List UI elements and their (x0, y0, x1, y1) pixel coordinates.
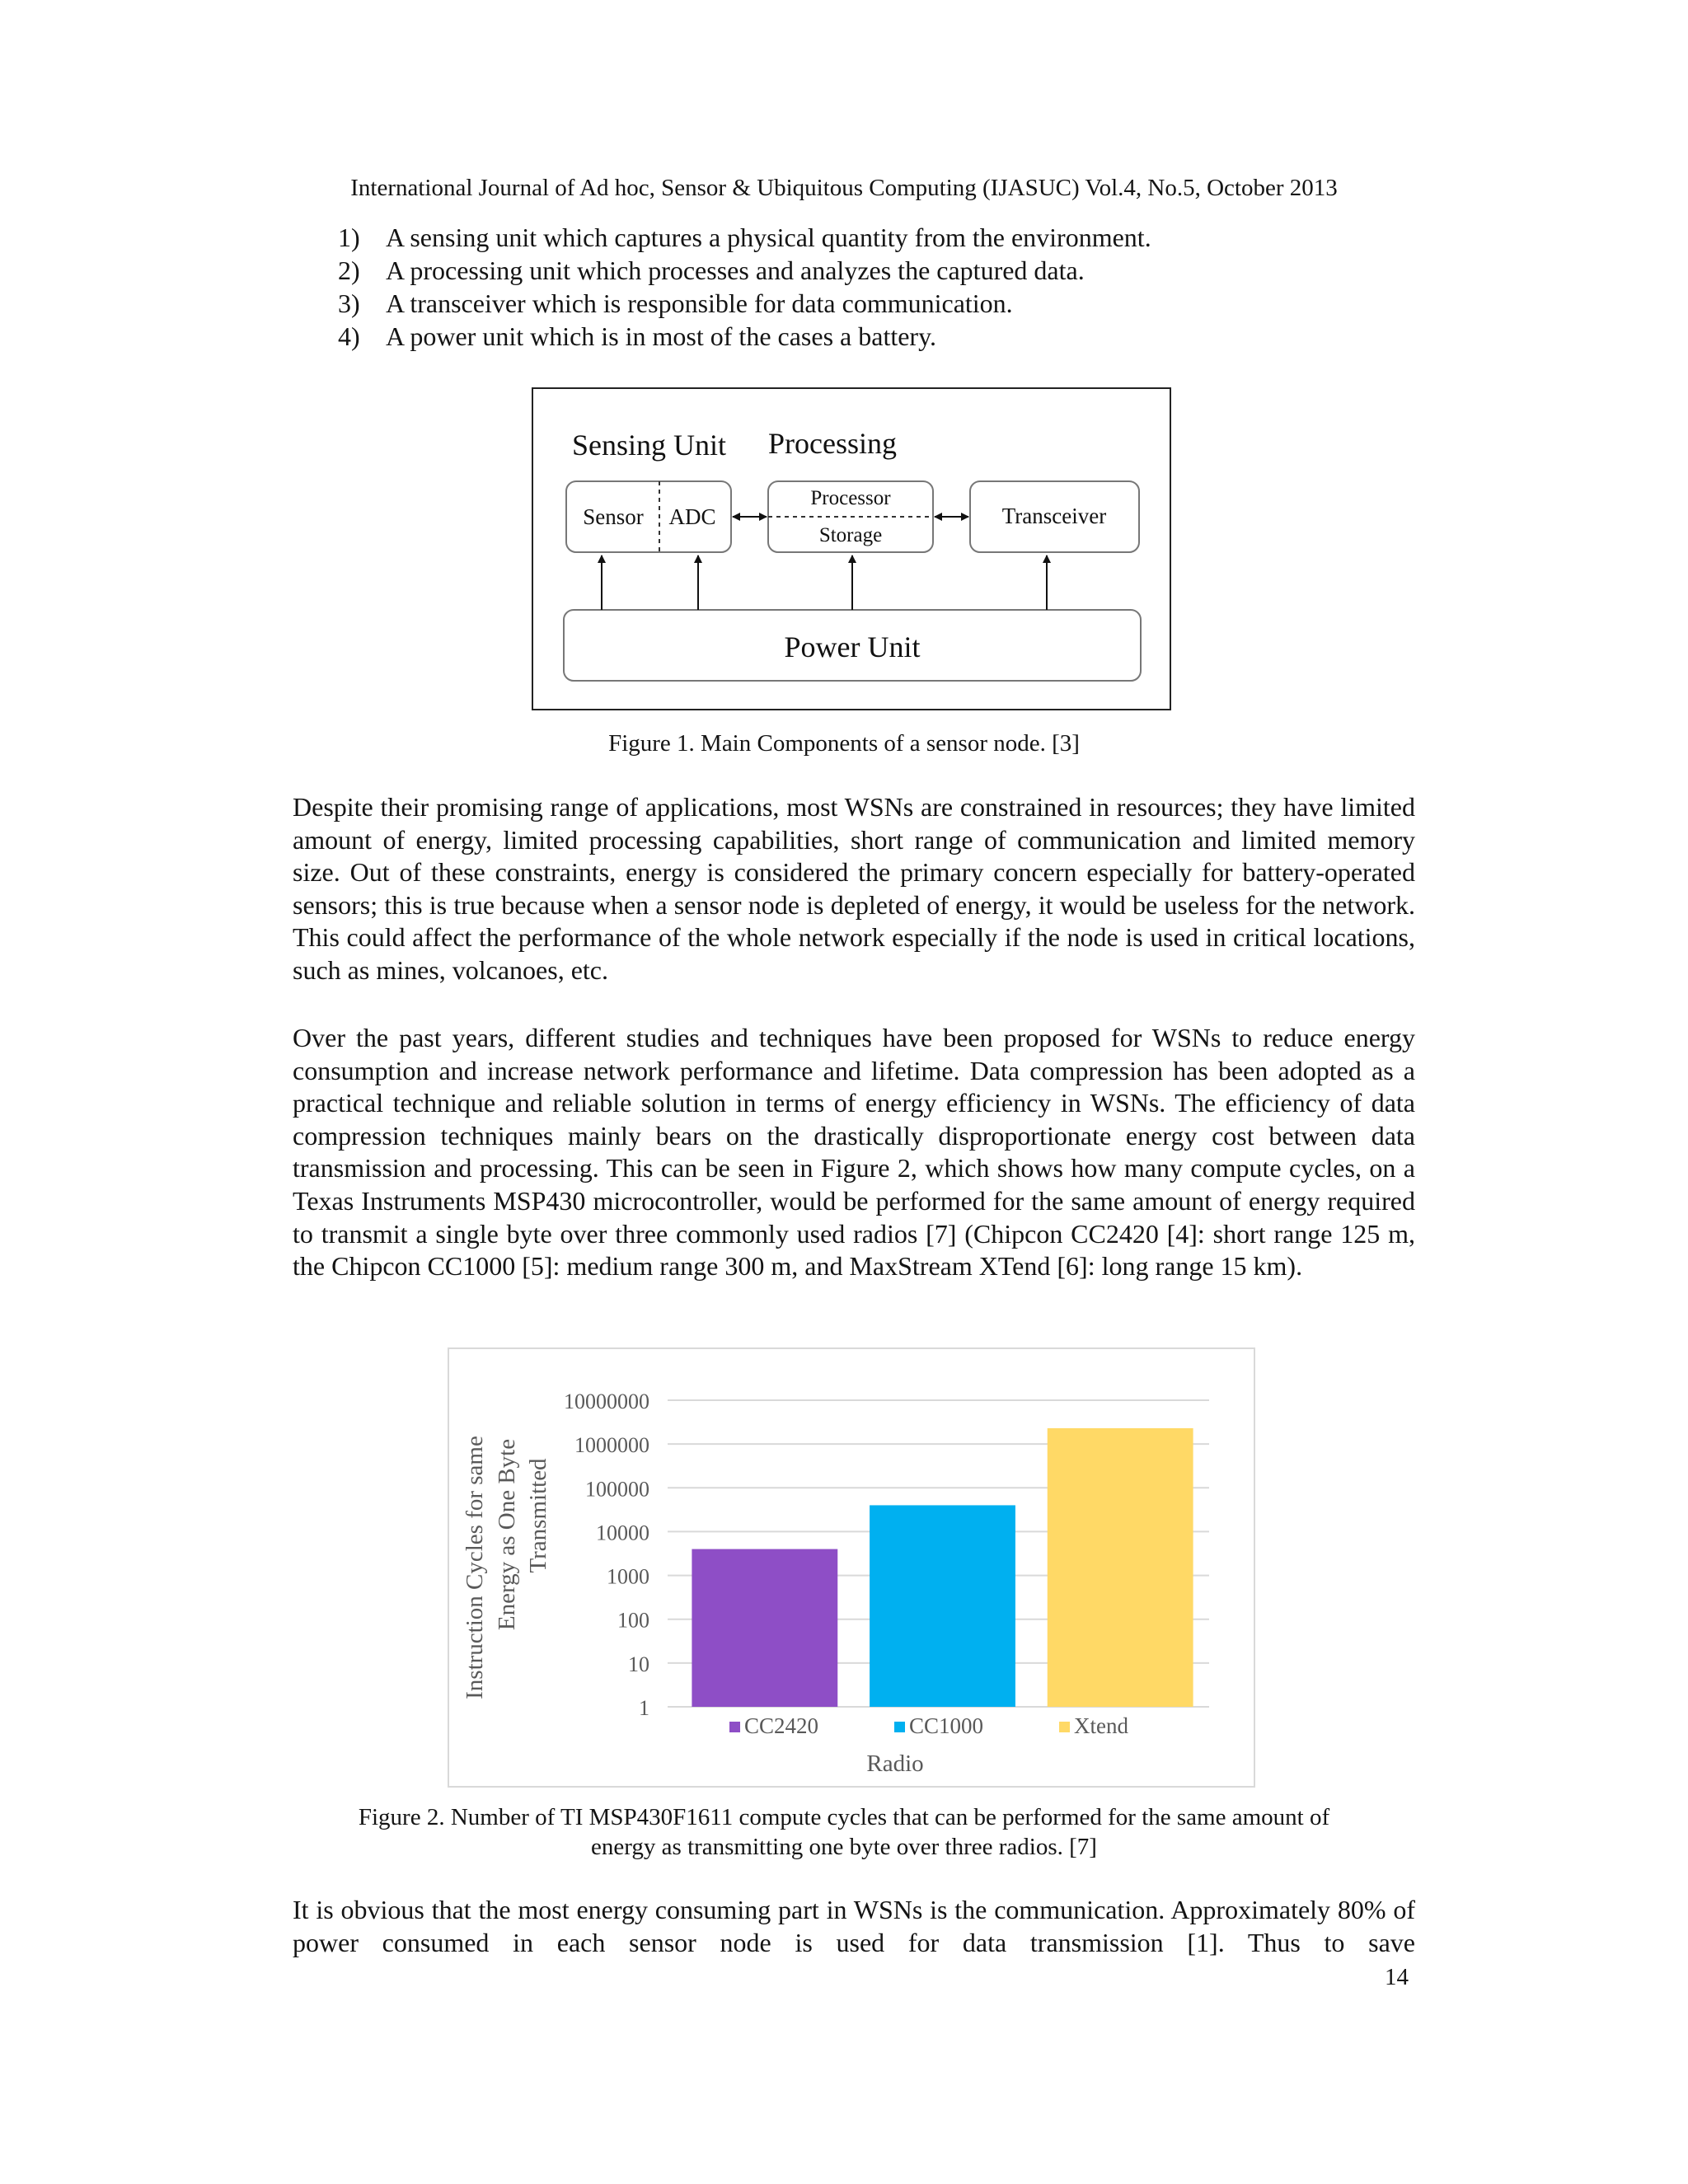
y-axis-title-line: Energy as One Byte (494, 1438, 520, 1631)
legend-swatch (894, 1722, 905, 1732)
figure1-caption: Figure 1. Main Components of a sensor node. [3] (608, 730, 1080, 757)
list-item (338, 221, 1151, 254)
list-item-number: 2) (338, 255, 360, 285)
list-item-number: 1) (338, 223, 360, 252)
x-axis-title: Radio (866, 1750, 924, 1777)
y-tick-label: 100 (617, 1608, 649, 1633)
sensing-unit-label: Sensing Unit (572, 429, 727, 462)
paragraph-data-compression: Over the past years, different studies and techniques have been proposed for WSNs to reduce energy consumption and increase network performance and lifetime. Data compression has been adopted as a practical technique and reliable solution in terms of energy efficiency in WSNs. The efficiency of data compression techniques mainly bears on the drastically disproportionate energy cost between data transmission and processing. This can be seen in Figure 2, which shows how many compute cycles, on a Texas Instruments MSP430 microcontroller, would be performed for the same amount of energy required to transmit a single byte over three commonly used radios [7] (Chipcon CC2420 [4]: short range 125 m, the Chipcon CC1000 [5]: medium range 300 m, and MaxStream XTend [6]: long range 15 km). (293, 1023, 1415, 1282)
paragraph-constraints: Despite their promising range of applications, most WSNs are constrained in resources; they have limited amount of energy, limited processing capabilities, short range of communication and limited memory size. Out of these constraints, energy is considered the primary concern especially for battery-operated sensors; this is true because when a sensor node is depleted of energy, it would be useless for the network. This could affect the performance of the whole network especially if the node is used in critical locations, such as mines, volcanoes, etc. (293, 792, 1415, 985)
sensor-label: Sensor (583, 504, 644, 529)
component-list (338, 221, 1151, 353)
legend-swatch (1059, 1722, 1070, 1732)
figure2-caption-line: Figure 2. Number of TI MSP430F1611 compute cycles that can be performed for the same amount of (358, 1804, 1330, 1830)
processor-label: Processor (810, 487, 891, 509)
legend-label: CC1000 (909, 1713, 984, 1738)
legend-item (729, 1713, 818, 1738)
figure2-caption-line: energy as transmitting one byte over three radios. [7] (591, 1834, 1097, 1860)
processing-label: Processing (768, 427, 897, 460)
list-item-text: A transceiver which is responsible for data communication. (386, 288, 1013, 318)
legend-label: Xtend (1074, 1713, 1128, 1738)
bar-cc2420 (692, 1549, 837, 1707)
legend-swatch (729, 1722, 740, 1732)
y-axis-title-line: Instruction Cycles for same (462, 1436, 488, 1699)
list-item-text: A power unit which is in most of the cases a battery. (386, 321, 936, 351)
figure1-diagram (532, 387, 1171, 710)
transceiver-label: Transceiver (1001, 504, 1107, 528)
list-item-text: A processing unit which processes and analyzes the captured data. (386, 255, 1085, 285)
list-item-number: 4) (338, 321, 360, 351)
legend-label: CC2420 (744, 1713, 819, 1738)
y-tick-label: 100000 (585, 1477, 649, 1502)
legend-item (894, 1713, 983, 1738)
adc-label: ADC (668, 504, 716, 529)
list-item-number: 3) (338, 288, 360, 318)
y-axis-title-line: Transmitted (525, 1458, 551, 1573)
y-tick-label: 1 (639, 1696, 649, 1720)
list-item (338, 287, 1151, 320)
y-tick-label: 10000 (596, 1521, 649, 1545)
paragraph-communication: It is obvious that the most energy consuming part in WSNs is the communication. Approximately 80% of power consumed in each sensor node is used for data transmission [1]. Thus to save (293, 1895, 1415, 1957)
y-tick-label: 10 (628, 1652, 649, 1676)
journal-header: International Journal of Ad hoc, Sensor & Ubiquitous Computing (IJASUC) Vol.4, No.5, October 2013 (350, 175, 1338, 201)
y-tick-label: 1000000 (574, 1433, 649, 1458)
y-tick-label: 10000000 (564, 1390, 649, 1413)
y-axis-title (462, 1436, 551, 1699)
list-item (338, 254, 1151, 287)
page-number: 14 (1385, 1964, 1409, 1990)
figure2-caption (0, 1802, 1688, 1862)
y-tick-label: 1000 (607, 1564, 649, 1589)
power-unit-label: Power Unit (784, 630, 921, 663)
legend-item (1059, 1713, 1128, 1738)
figure2-chart (448, 1347, 1255, 1788)
storage-label: Storage (818, 524, 883, 546)
bar-xtend (1048, 1428, 1193, 1707)
list-item-text: A sensing unit which captures a physical quantity from the environment. (386, 223, 1151, 252)
bar-cc1000 (870, 1505, 1015, 1707)
list-item (338, 320, 1151, 353)
